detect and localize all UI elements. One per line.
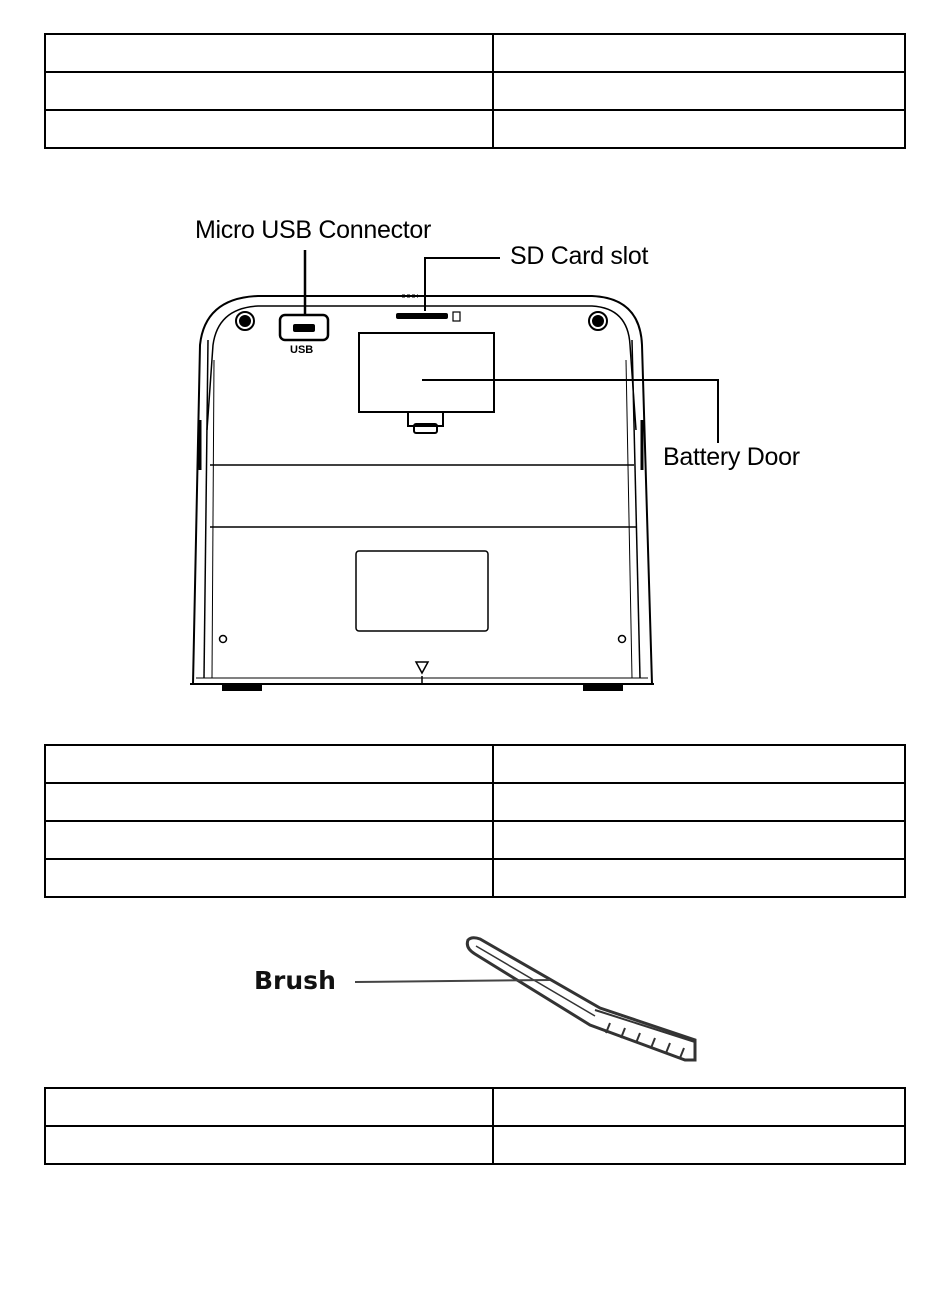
brush-diagram (240, 930, 710, 1070)
table-row (45, 1126, 905, 1164)
brush-handle (467, 938, 695, 1060)
table-row (45, 783, 905, 821)
table-cell (45, 1126, 493, 1164)
sd-card-slot-label: SD Card slot (510, 242, 649, 270)
table-cell (493, 745, 905, 783)
sd-card-slot (396, 313, 448, 319)
table-cell (45, 745, 493, 783)
table-cell (493, 783, 905, 821)
table-cell (45, 821, 493, 859)
brush-label: Brush (254, 966, 336, 995)
usb-port-text: USB (290, 344, 314, 356)
table-cell (45, 1088, 493, 1126)
usb-connector-label: Micro USB Connector (195, 216, 432, 244)
scanner-body-outline (193, 296, 652, 684)
table-row (45, 859, 905, 897)
table-cell (493, 1088, 905, 1126)
spec-table-middle (44, 744, 906, 898)
table-cell (493, 821, 905, 859)
brush-figure (240, 930, 710, 1070)
table-cell (45, 783, 493, 821)
table-row (45, 821, 905, 859)
table-row (45, 1088, 905, 1126)
brush-bristles (595, 1010, 695, 1042)
table-cell (493, 1126, 905, 1164)
table-row (45, 745, 905, 783)
spec-table-bottom (44, 1087, 906, 1165)
battery-door (359, 333, 494, 412)
sd-callout-line (425, 258, 500, 311)
label-plate (356, 551, 488, 631)
table-cell (45, 859, 493, 897)
table-cell (493, 859, 905, 897)
battery-door-label: Battery Door (663, 443, 800, 471)
